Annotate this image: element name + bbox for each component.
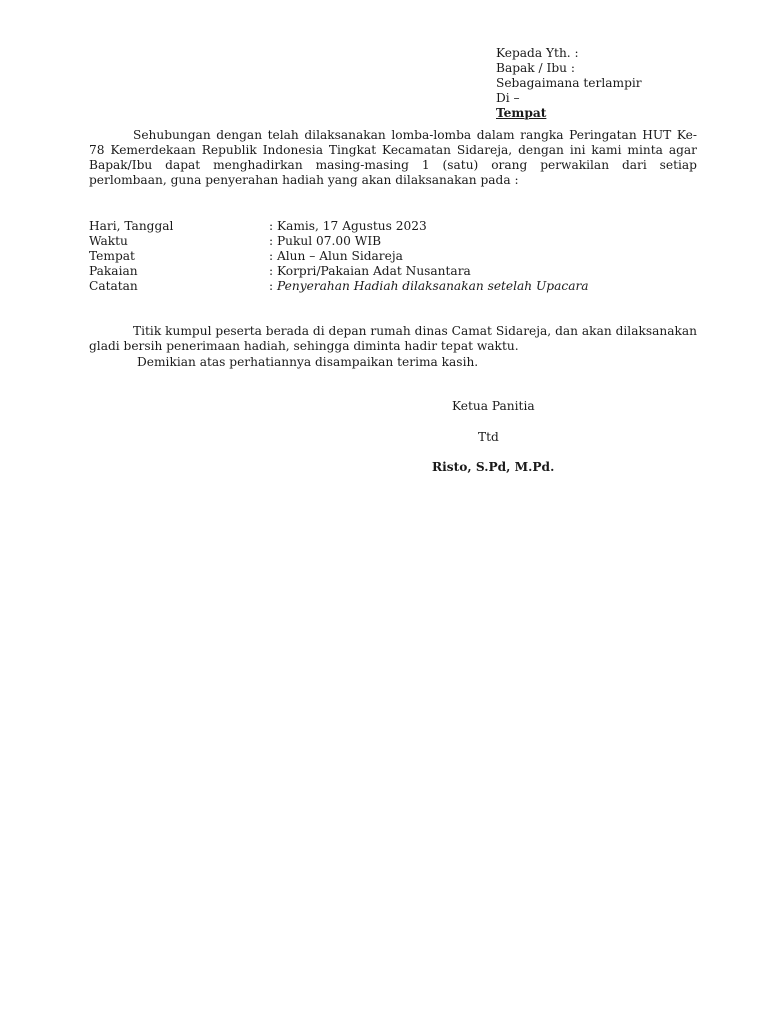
address-line-to: Kepada Yth. : bbox=[496, 46, 579, 60]
address-line-recipient: Bapak / Ibu : bbox=[496, 61, 575, 75]
detail-value: : Alun – Alun Sidareja bbox=[269, 249, 403, 263]
detail-row-attire bbox=[89, 264, 689, 279]
detail-note-text: Penyerahan Hadiah dilaksanakan setelah Upacara bbox=[276, 279, 589, 293]
body-paragraph-gathering: Titik kumpul peserta berada di depan rumah dinas Camat Sidareja, dan akan dilaksanakan gladi bersih penerimaan hadiah, sehingga diminta hadir tepat waktu. bbox=[89, 324, 697, 353]
body-paragraph-intro: Sehubungan dengan telah dilaksanakan lomba-lomba dalam rangka Peringatan HUT Ke-78 Kemerdekaan Republik Indonesia Tingkat Kecamatan Sidareja, dengan ini kami minta agar Bapak/Ibu dapat menghadirkan masing-masing 1 (satu) orang perwakilan dari setiap perlombaan, guna penyerahan hadiah yang akan dilaksanakan pada : bbox=[89, 128, 697, 187]
detail-label: Pakaian bbox=[89, 264, 138, 278]
detail-value: : Korpri/Pakaian Adat Nusantara bbox=[269, 264, 471, 278]
detail-colon: : bbox=[269, 279, 277, 293]
detail-label: Catatan bbox=[89, 279, 138, 293]
signature-ttd: Ttd bbox=[478, 430, 499, 444]
body-paragraph-closing: Demikian atas perhatiannya disampaikan terima kasih. bbox=[137, 355, 479, 369]
address-line-place: Tempat bbox=[496, 106, 547, 120]
address-line-attached: Sebagaimana terlampir bbox=[496, 76, 642, 90]
detail-label: Waktu bbox=[89, 234, 128, 248]
signature-name: Risto, S.Pd, M.Pd. bbox=[432, 460, 555, 474]
detail-label: Tempat bbox=[89, 249, 135, 263]
detail-row-note bbox=[89, 279, 689, 294]
signature-role: Ketua Panitia bbox=[452, 399, 535, 413]
detail-value: : Pukul 07.00 WIB bbox=[269, 234, 382, 248]
recipient-address-block bbox=[496, 46, 642, 121]
detail-row-place bbox=[89, 249, 689, 264]
detail-value bbox=[269, 279, 589, 294]
address-line-at: Di – bbox=[496, 91, 520, 105]
detail-row-date bbox=[89, 219, 689, 234]
detail-value: : Kamis, 17 Agustus 2023 bbox=[269, 219, 427, 233]
event-details bbox=[89, 219, 689, 294]
detail-label: Hari, Tanggal bbox=[89, 219, 174, 233]
detail-row-time bbox=[89, 234, 689, 249]
